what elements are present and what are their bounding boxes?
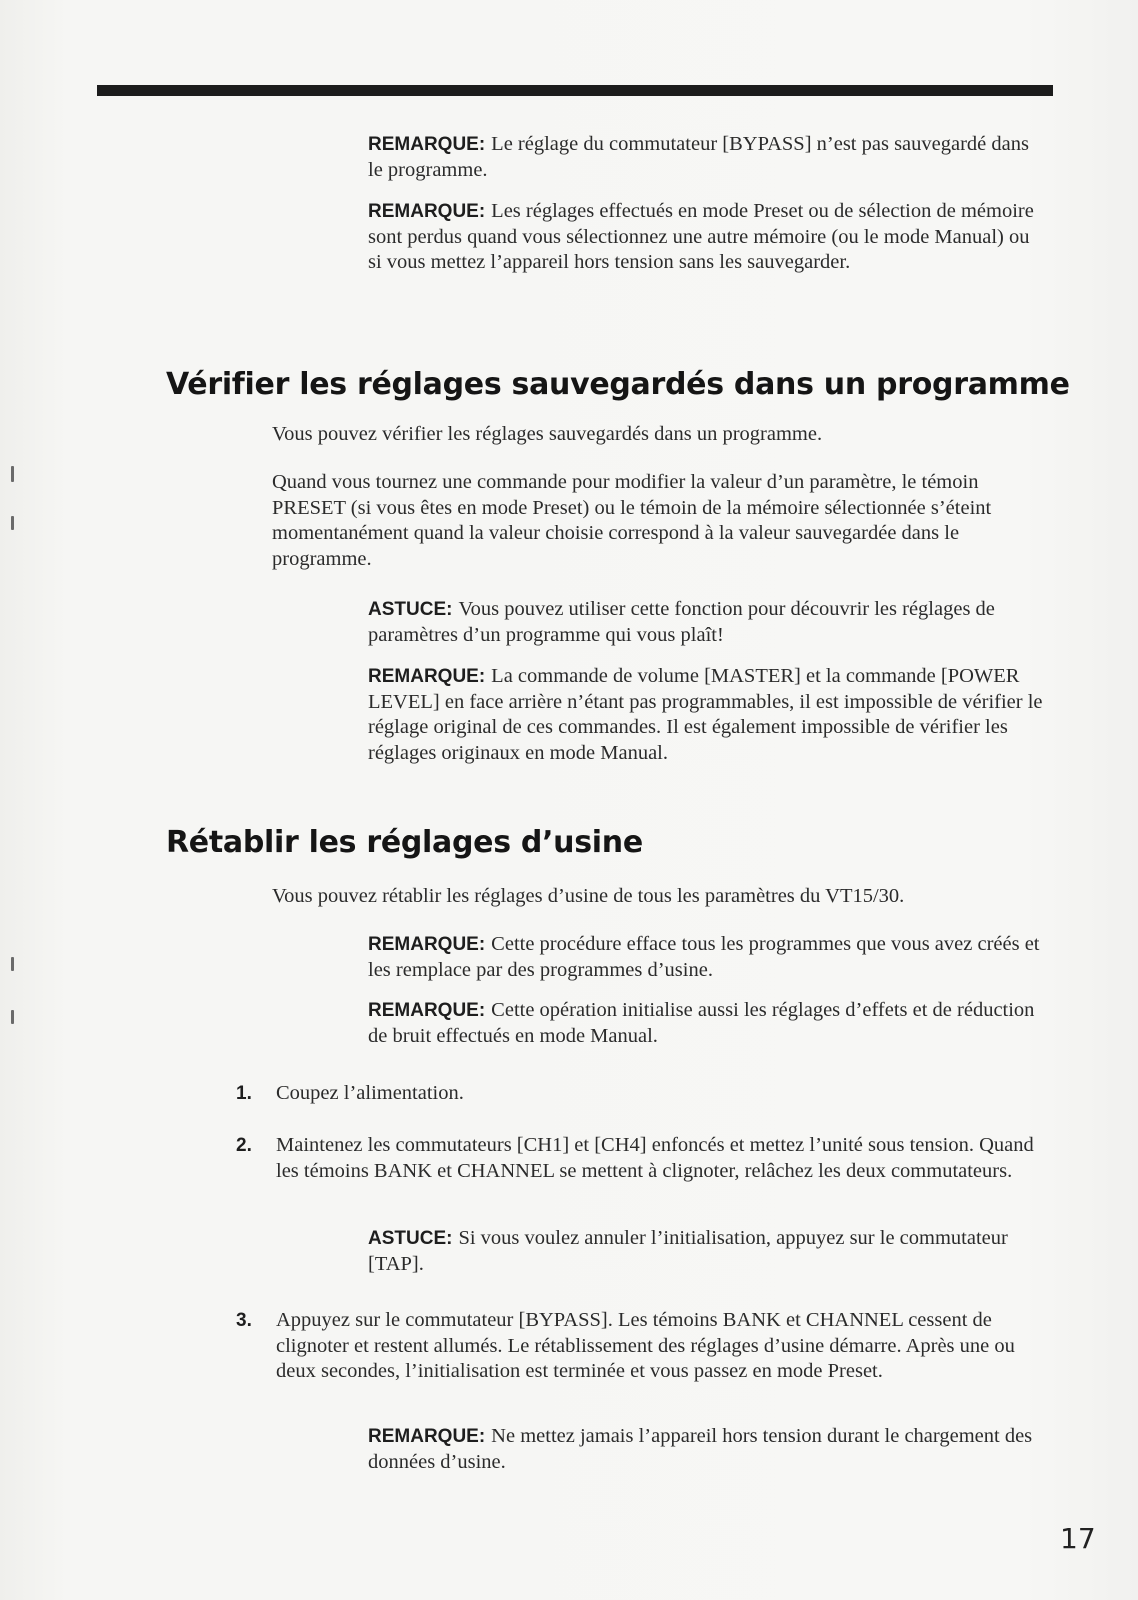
section-heading-factory-reset: Rétablir les réglages d’usine	[166, 825, 643, 860]
note-block	[368, 1424, 1048, 1475]
tip-label: ASTUCE:	[368, 1228, 453, 1249]
section-heading-verify: Vérifier les réglages sauvegardés dans un programme	[166, 367, 1070, 402]
note-label: REMARQUE:	[368, 934, 486, 955]
note-block	[368, 664, 1048, 766]
tip-block	[368, 597, 1048, 648]
scan-mark	[11, 1010, 14, 1024]
step-number: 2.	[236, 1135, 252, 1156]
step-number: 3.	[236, 1310, 252, 1331]
tip-text: Vous pouvez utiliser cette fonction pour découvrir les réglages de paramètres d’un programme qui vous plaît!	[368, 598, 995, 646]
step-text: Appuyez sur le commutateur [BYPASS]. Les témoins BANK et CHANNEL cessent de clignoter et restent allumés. Le rétablissement des réglages d’usine démarre. Après une ou deux secondes, l’initialisation est terminée et vous passez en mode Preset.	[276, 1309, 1015, 1382]
note-block	[368, 932, 1048, 983]
note-text: La commande de volume [MASTER] et la commande [POWER LEVEL] en face arrière n’étant pas programmables, il est impossible de vérifier le réglage original de ces commandes. Il est également impossible de vérifier les réglages originaux en mode Manual.	[368, 665, 1043, 764]
tip-text: Si vous voulez annuler l’initialisation, appuyez sur le commutateur [TAP].	[368, 1227, 1008, 1275]
tip-block	[368, 1226, 1048, 1277]
note-text: Le réglage du commutateur [BYPASS] n’est pas sauvegardé dans le programme.	[368, 133, 1029, 181]
paragraph: Vous pouvez vérifier les réglages sauvegardés dans un programme.	[272, 423, 823, 445]
header-rule	[97, 85, 1053, 96]
note-label: REMARQUE:	[368, 201, 486, 222]
note-label: REMARQUE:	[368, 666, 486, 687]
note-bypass	[368, 132, 1048, 183]
note-block	[368, 998, 1048, 1049]
paragraph: Vous pouvez rétablir les réglages d’usine de tous les paramètres du VT15/30.	[272, 885, 905, 907]
note-text: Cette opération initialise aussi les réglages d’effets et de réduction de bruit effectués en mode Manual.	[368, 999, 1035, 1047]
scan-mark	[11, 466, 14, 482]
note-text: Ne mettez jamais l’appareil hors tension durant le chargement des données d’usine.	[368, 1425, 1033, 1473]
step-text: Coupez l’alimentation.	[276, 1082, 464, 1104]
note-memory-lost	[368, 199, 1048, 276]
tip-label: ASTUCE:	[368, 599, 453, 620]
step-number: 1.	[236, 1083, 252, 1104]
note-label: REMARQUE:	[368, 1426, 486, 1447]
paragraph: Quand vous tournez une commande pour modifier la valeur d’un paramètre, le témoin PRESET (si vous êtes en mode Preset) ou le témoin de la mémoire sélectionnée s’éteint momentanément quand la valeur choisie correspond à la valeur sauvegardée dans le programme.	[272, 471, 992, 570]
note-text: Les réglages effectués en mode Preset ou de sélection de mémoire sont perdus quand vous sélectionnez une autre mémoire (ou le mode Manual) ou si vous mettez l’appareil hors tension sans les sauvegarder.	[368, 200, 1034, 273]
note-label: REMARQUE:	[368, 1000, 486, 1021]
scan-mark	[11, 957, 14, 971]
step-text: Maintenez les commutateurs [CH1] et [CH4] enfoncés et mettez l’unité sous tension. Quand les témoins BANK et CHANNEL se mettent à clignoter, relâchez les deux commutateurs.	[276, 1134, 1034, 1182]
note-label: REMARQUE:	[368, 134, 486, 155]
page-number: 17	[1060, 1522, 1096, 1555]
scan-mark	[11, 516, 14, 530]
note-text: Cette procédure efface tous les programmes que vous avez créés et les remplace par des programmes d’usine.	[368, 933, 1040, 981]
